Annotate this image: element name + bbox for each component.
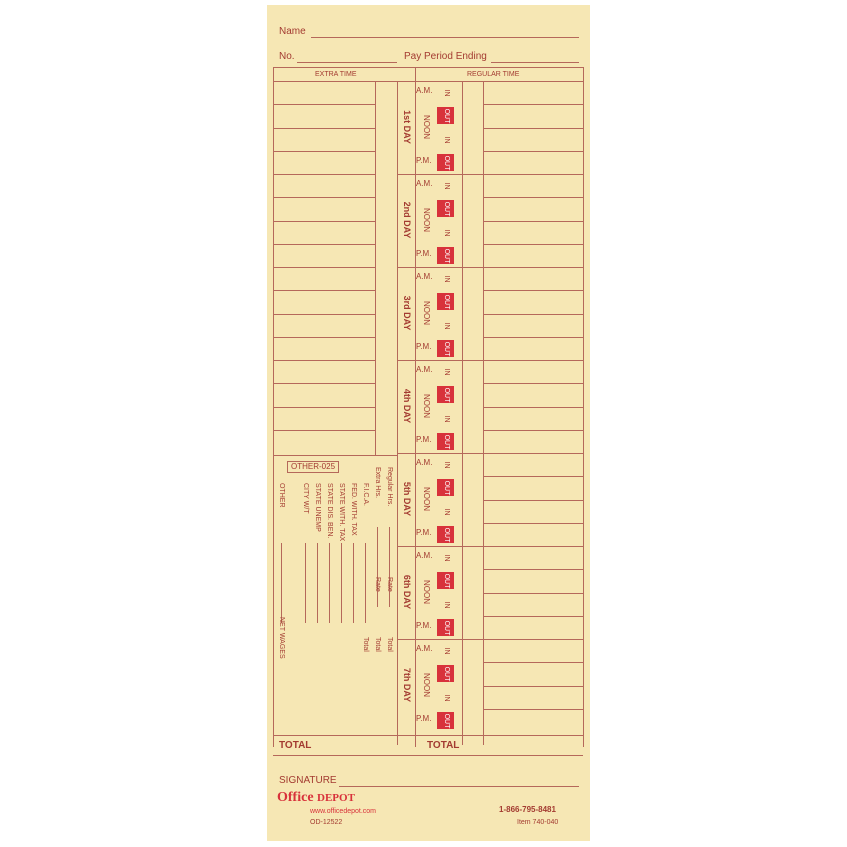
out-label: OUT xyxy=(442,201,450,216)
total-left-label: TOTAL xyxy=(279,740,312,751)
extra-time-heading: EXTRA TIME xyxy=(315,71,357,78)
regular-time-row-line xyxy=(483,476,583,477)
payroll-label: STATE WITH. TAX xyxy=(338,483,345,542)
in-box xyxy=(437,410,454,427)
in-label: IN xyxy=(442,322,450,329)
out-label: OUT xyxy=(442,666,450,681)
regular-time-row-line xyxy=(483,407,583,408)
out-box xyxy=(437,293,454,310)
out-label: OUT xyxy=(442,620,450,635)
out-box xyxy=(437,107,454,124)
in-box xyxy=(437,84,454,101)
in-box xyxy=(437,224,454,241)
payroll-entry-line[interactable] xyxy=(305,543,306,623)
out-label: OUT xyxy=(442,387,450,402)
payroll-label: Total xyxy=(362,637,369,652)
out-label: OUT xyxy=(442,434,450,449)
regular-time-row-line xyxy=(483,430,583,431)
regular-time-row-line xyxy=(483,569,583,570)
model-number: OD-12522 xyxy=(310,819,343,826)
payroll-label: Rate xyxy=(374,577,381,592)
in-label: IN xyxy=(442,415,450,422)
out-box xyxy=(437,665,454,682)
regular-time-left xyxy=(483,81,484,745)
pm-label: P.M. xyxy=(416,528,432,537)
number-line[interactable] xyxy=(297,62,397,63)
in-box xyxy=(437,549,454,566)
day-separator xyxy=(397,174,583,175)
payroll-entry-line[interactable] xyxy=(377,527,378,607)
payroll-entry-line[interactable] xyxy=(389,527,390,607)
regular-time-row-line xyxy=(483,151,583,152)
in-box xyxy=(437,456,454,473)
payroll-label: STATE UNEMP xyxy=(314,483,321,532)
payroll-label: Regular Hrs. xyxy=(386,467,393,507)
day-separator xyxy=(397,81,583,82)
brand-office: Office xyxy=(277,790,314,805)
am-label: A.M. xyxy=(416,86,433,95)
extra-time-row-line[interactable] xyxy=(273,267,375,268)
regular-time-row-line xyxy=(483,500,583,501)
out-label: OUT xyxy=(442,713,450,728)
in-label: IN xyxy=(442,89,450,96)
out-box xyxy=(437,433,454,450)
number-label: No. xyxy=(279,51,295,62)
in-label: IN xyxy=(442,229,450,236)
in-box xyxy=(437,596,454,613)
am-label: A.M. xyxy=(416,644,433,653)
day-separator xyxy=(397,546,583,547)
am-label: A.M. xyxy=(416,179,433,188)
item-number: Item 740-040 xyxy=(517,819,559,826)
pm-label: P.M. xyxy=(416,714,432,723)
in-label: IN xyxy=(442,136,450,143)
out-label: OUT xyxy=(442,573,450,588)
day-label: 1st DAY xyxy=(402,110,412,144)
regular-time-heading: REGULAR TIME xyxy=(467,71,520,78)
extra-time-row-line[interactable] xyxy=(273,314,375,315)
pay-period-label: Pay Period Ending xyxy=(404,51,487,62)
out-label: OUT xyxy=(442,108,450,123)
out-label: OUT xyxy=(442,527,450,542)
out-box xyxy=(437,200,454,217)
am-label: A.M. xyxy=(416,551,433,560)
day-label: 4th DAY xyxy=(402,388,412,424)
out-label: OUT xyxy=(442,155,450,170)
extra-time-row-line[interactable] xyxy=(273,197,375,198)
pay-period-line[interactable] xyxy=(491,62,579,63)
extra-time-row-line[interactable] xyxy=(273,337,375,338)
in-label: IN xyxy=(442,461,450,468)
day-label: 3rd DAY xyxy=(402,295,412,331)
in-label: IN xyxy=(442,182,450,189)
in-label: IN xyxy=(442,368,450,375)
regular-time-row-line xyxy=(483,290,583,291)
noon-label: NOON xyxy=(422,208,431,232)
brand-depot: DEPOT xyxy=(317,792,355,804)
pm-label: P.M. xyxy=(416,435,432,444)
out-box xyxy=(437,572,454,589)
payroll-label: Total xyxy=(386,637,393,652)
time-card xyxy=(267,5,590,841)
in-box xyxy=(437,503,454,520)
day-separator xyxy=(397,267,583,268)
in-box xyxy=(437,317,454,334)
day-separator xyxy=(397,360,583,361)
extra-time-row-line[interactable] xyxy=(273,383,375,384)
signature-line[interactable] xyxy=(339,786,579,787)
in-box xyxy=(437,363,454,380)
out-box xyxy=(437,340,454,357)
payroll-label: F.I.C.A. xyxy=(362,483,369,506)
website: www.officedepot.com xyxy=(310,808,377,815)
out-label: OUT xyxy=(442,480,450,495)
payroll-label: Extra Hrs. xyxy=(374,467,381,499)
pm-label: P.M. xyxy=(416,249,432,258)
in-label: IN xyxy=(442,508,450,515)
in-label: IN xyxy=(442,694,450,701)
payroll-label: STATE DIS. BEN. xyxy=(326,483,333,539)
extra-time-row-line[interactable] xyxy=(273,244,375,245)
extra-time-row-line[interactable] xyxy=(273,174,375,175)
regular-time-row-line xyxy=(483,383,583,384)
noon-label: NOON xyxy=(422,487,431,511)
regular-time-row-line xyxy=(483,221,583,222)
out-label: OUT xyxy=(442,248,450,263)
noon-label: NOON xyxy=(422,394,431,418)
in-label: IN xyxy=(442,601,450,608)
pm-label: P.M. xyxy=(416,621,432,630)
regular-time-row-line xyxy=(483,662,583,663)
regular-time-row-line xyxy=(483,593,583,594)
noon-label: NOON xyxy=(422,673,431,697)
payroll-label: OTHER xyxy=(278,483,285,508)
payroll-entry-line[interactable] xyxy=(281,543,282,623)
in-box xyxy=(437,177,454,194)
regular-time-row-line xyxy=(483,709,583,710)
day-label-left xyxy=(397,81,398,745)
form-code: ОТНЕR-025 xyxy=(287,461,339,473)
payroll-entry-line[interactable] xyxy=(365,543,366,623)
extra-time-row-line[interactable] xyxy=(273,360,375,361)
regular-time-row-line xyxy=(483,244,583,245)
payroll-entry-line[interactable] xyxy=(317,543,318,623)
payroll-label: CITY W/T xyxy=(302,483,309,514)
in-box xyxy=(437,270,454,287)
name-line[interactable] xyxy=(311,37,579,38)
extra-time-row-line[interactable] xyxy=(273,430,375,431)
out-label: OUT xyxy=(442,294,450,309)
regular-time-row-line xyxy=(483,197,583,198)
regular-time-row-line xyxy=(483,104,583,105)
regular-time-row-line xyxy=(483,314,583,315)
in-box xyxy=(437,689,454,706)
am-label: A.M. xyxy=(416,272,433,281)
regular-time-row-line xyxy=(483,128,583,129)
extra-time-row-line[interactable] xyxy=(273,221,375,222)
extra-time-row-line[interactable] xyxy=(273,104,375,105)
noon-label: NOON xyxy=(422,115,431,139)
day-label: 6th DAY xyxy=(402,574,412,610)
in-label: IN xyxy=(442,647,450,654)
out-box xyxy=(437,619,454,636)
payroll-entry-line[interactable] xyxy=(329,543,330,623)
out-box xyxy=(437,479,454,496)
total-right-label: TOTAL xyxy=(427,740,460,751)
payroll-entry-line[interactable] xyxy=(341,543,342,623)
out-label: OUT xyxy=(442,341,450,356)
total-rule xyxy=(273,735,583,736)
extra-time-row-line[interactable] xyxy=(273,407,375,408)
payroll-label: FED. WITH. TAX xyxy=(350,483,357,536)
noon-label: NOON xyxy=(422,580,431,604)
extra-time-end-rule xyxy=(273,455,397,456)
payroll-label: NET WAGES xyxy=(278,617,285,659)
out-box xyxy=(437,526,454,543)
out-box xyxy=(437,386,454,403)
extra-time-row-line[interactable] xyxy=(273,290,375,291)
noon-label: NOON xyxy=(422,301,431,325)
extra-time-row-line[interactable] xyxy=(273,151,375,152)
signature-label: SIGNATURE xyxy=(279,775,337,786)
pm-label: P.M. xyxy=(416,156,432,165)
day-label: 2nd DAY xyxy=(402,201,412,239)
slot-right xyxy=(462,81,463,745)
day-label: 7th DAY xyxy=(402,667,412,703)
name-label: Name xyxy=(279,26,306,37)
day-separator xyxy=(397,639,583,640)
total-bottom-rule xyxy=(273,755,583,756)
out-box xyxy=(437,247,454,264)
in-box xyxy=(437,131,454,148)
day-separator xyxy=(397,453,583,454)
in-box xyxy=(437,642,454,659)
out-box xyxy=(437,712,454,729)
am-label: A.M. xyxy=(416,458,433,467)
payroll-entry-line[interactable] xyxy=(353,543,354,623)
regular-time-row-line xyxy=(483,337,583,338)
am-label: A.M. xyxy=(416,365,433,374)
extra-time-row-line[interactable] xyxy=(273,128,375,129)
header-rule xyxy=(273,67,583,68)
frame-right xyxy=(583,67,584,747)
phone-number: 1-866-795-8481 xyxy=(499,805,556,814)
brand-logo xyxy=(277,791,355,805)
day-label: 5th DAY xyxy=(402,481,412,517)
in-label: IN xyxy=(442,554,450,561)
regular-time-row-line xyxy=(483,523,583,524)
out-box xyxy=(437,154,454,171)
regular-time-row-line xyxy=(483,616,583,617)
payroll-label: Rate xyxy=(386,577,393,592)
extra-time-divider xyxy=(375,81,376,455)
regular-time-row-line xyxy=(483,686,583,687)
in-label: IN xyxy=(442,275,450,282)
payroll-label: Total xyxy=(374,637,381,652)
pm-label: P.M. xyxy=(416,342,432,351)
